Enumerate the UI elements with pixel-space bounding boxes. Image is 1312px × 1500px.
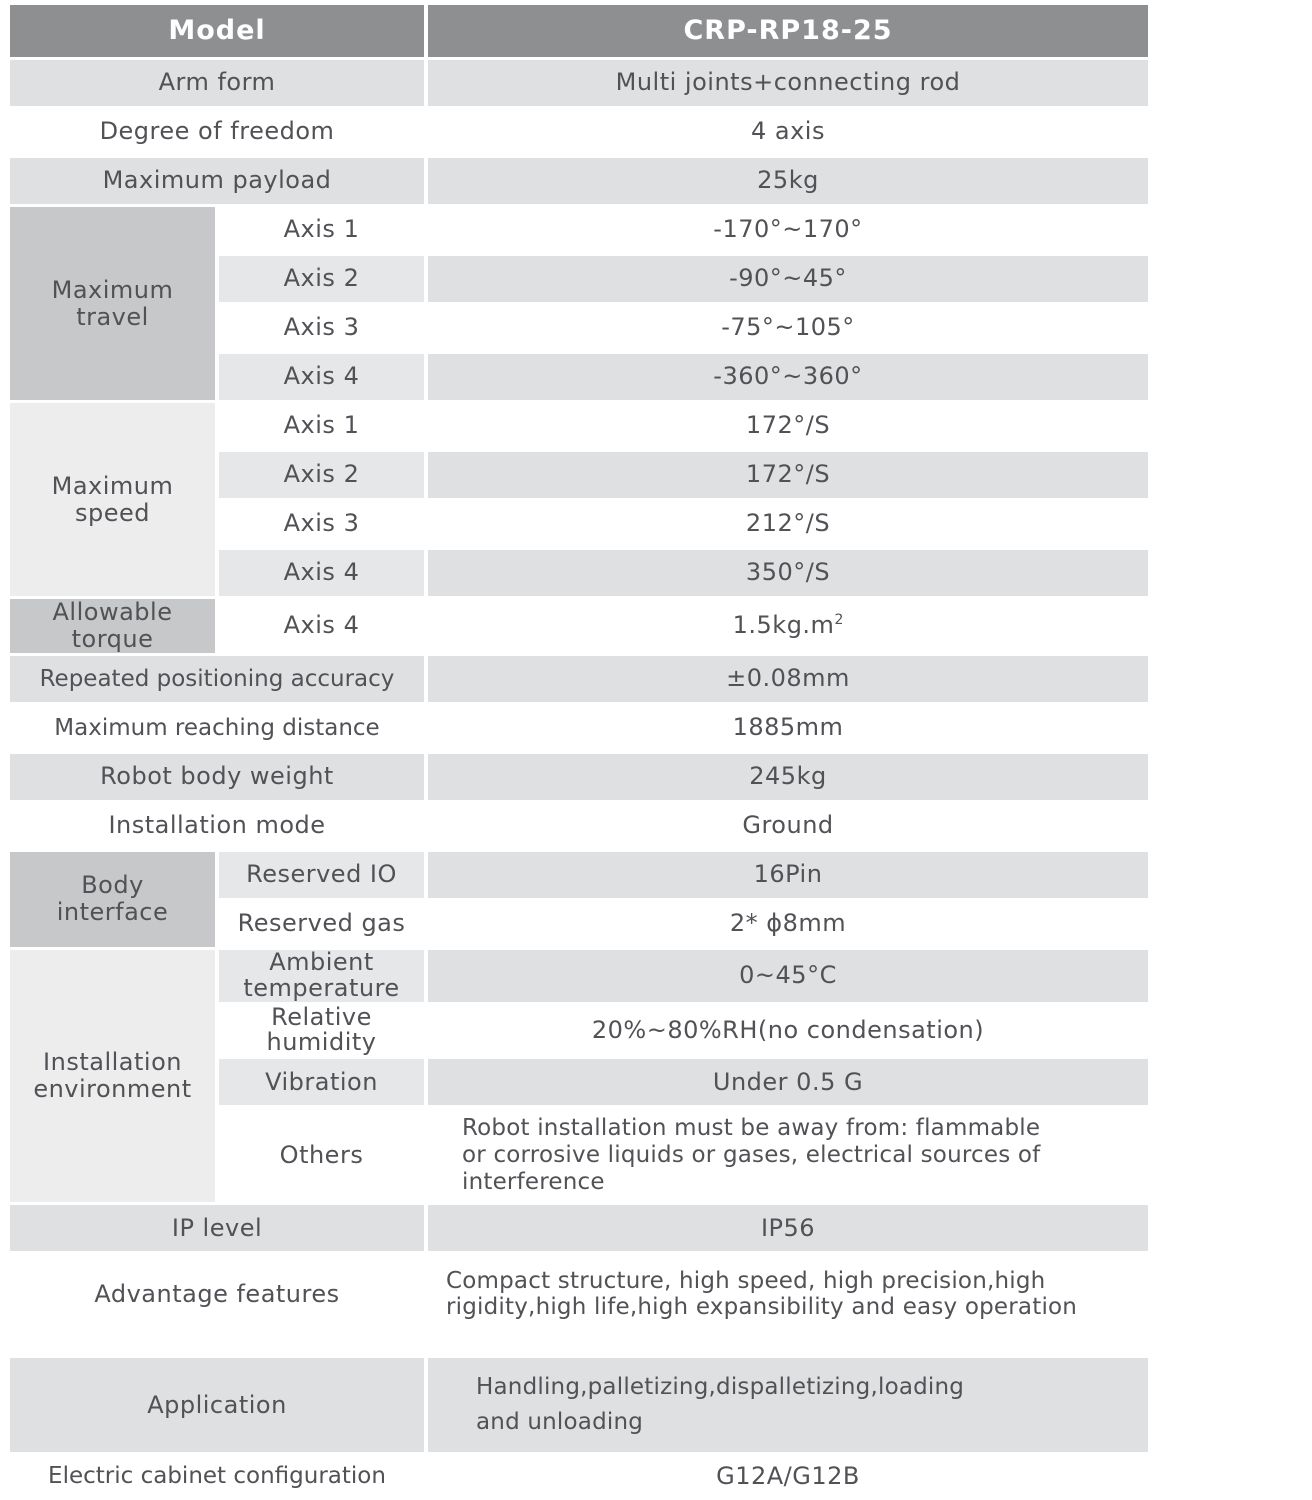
maximum-reaching-distance-value: 1885mm [732, 712, 844, 741]
body-interface-group-cell [10, 852, 215, 947]
travel-axis3-sublabel: Axis 3 [283, 313, 360, 342]
maximum-payload-value-cell [428, 158, 1148, 204]
speed-axis2-sublabel: Axis 2 [283, 460, 360, 489]
maximum-speed-group-label: Maximum speed [51, 471, 174, 527]
vibration-value: Under 0.5 G [712, 1067, 864, 1096]
maximum-payload-label-cell [10, 158, 424, 204]
maximum-payload-value: 25kg [757, 166, 819, 195]
reserved-io-value-cell [428, 852, 1148, 898]
table-row-model [10, 5, 1148, 57]
arm-form-label-cell [10, 60, 424, 106]
allowable-torque-value-superscript: 2 [834, 612, 844, 629]
ip-level-value: IP56 [760, 1213, 816, 1242]
speed-axis1-sublabel-cell [219, 403, 424, 449]
robot-body-weight-value-cell [428, 754, 1148, 800]
allowable-torque-sublabel-cell [219, 599, 424, 653]
reserved-gas-sublabel-cell [219, 901, 424, 947]
maximum-travel-group-label: Maximum travel [51, 275, 174, 331]
advantage-features-label-cell [10, 1254, 424, 1334]
speed-axis1-sublabel: Axis 1 [283, 411, 360, 440]
travel-axis2-sublabel-cell [219, 256, 424, 302]
electric-cabinet-configuration-value: G12A/G12B [716, 1461, 860, 1490]
allowable-torque-group-label: Allowable torque [52, 598, 173, 653]
table-row-installation-mode [10, 803, 1148, 849]
maximum-speed-group-cell [10, 403, 215, 596]
travel-axis1-sublabel: Axis 1 [283, 215, 360, 244]
ambient-temperature-value-cell [428, 950, 1148, 1002]
speed-axis3-sublabel: Axis 3 [283, 509, 360, 538]
speed-axis1-value-cell [428, 403, 1148, 449]
travel-axis4-value-cell [428, 354, 1148, 400]
table-row-electric-cabinet-configuration [10, 1455, 1148, 1497]
advantage-features-value: Compact structure, high speed, high precision,high rigidity,high life,high expansibility and easy operation [446, 1267, 1078, 1321]
maximum-reaching-distance-label: Maximum reaching distance [54, 714, 380, 741]
travel-axis2-sublabel: Axis 2 [283, 264, 360, 293]
speed-axis2-sublabel-cell [219, 452, 424, 498]
others-value: Robot installation must be away from: flammable or corrosive liquids or gases, electrical sources of interference [462, 1115, 1041, 1195]
robot-body-weight-label-cell [10, 754, 424, 800]
speed-axis4-sublabel-cell [219, 550, 424, 596]
relative-humidity-value-cell [428, 1005, 1148, 1057]
spec-table [6, 2, 1152, 1500]
speed-axis2-value: 172°/S [745, 460, 831, 489]
speed-axis4-value-cell [428, 550, 1148, 596]
robot-body-weight-value: 245kg [749, 761, 827, 790]
degree-of-freedom-label-cell [10, 109, 424, 155]
table-row-arm-form [10, 60, 1148, 106]
model-value: CRP-RP18-25 [683, 15, 893, 47]
reserved-gas-value-cell [428, 901, 1148, 947]
repeated-positioning-accuracy-value: ±0.08mm [726, 663, 850, 692]
degree-of-freedom-value-cell [428, 109, 1148, 155]
repeated-positioning-accuracy-label-cell [10, 656, 424, 702]
travel-axis4-sublabel: Axis 4 [283, 362, 360, 391]
speed-axis3-sublabel-cell [219, 501, 424, 547]
installation-mode-value-cell [428, 803, 1148, 849]
travel-axis3-sublabel-cell [219, 305, 424, 351]
travel-axis1-value: -170°~170° [713, 215, 863, 244]
advantage-features-label: Advantage features [94, 1279, 340, 1308]
reserved-io-value: 16Pin [753, 859, 823, 888]
reserved-io-sublabel-cell [219, 852, 424, 898]
allowable-torque-value: 1.5kg.m [732, 611, 835, 640]
arm-form-value-cell [428, 60, 1148, 106]
electric-cabinet-configuration-label-cell [10, 1455, 424, 1497]
maximum-payload-label: Maximum payload [102, 166, 332, 195]
ambient-temperature-value: 0~45°C [739, 960, 837, 989]
spacer-cell [10, 1337, 1148, 1355]
table-row-application [10, 1358, 1148, 1452]
relative-humidity-sublabel: Relative humidity [266, 1002, 377, 1057]
travel-axis3-value: -75°~105° [721, 313, 855, 342]
allowable-torque-group-cell [10, 599, 215, 653]
reserved-io-sublabel: Reserved IO [246, 859, 397, 888]
speed-axis3-value: 212°/S [745, 509, 831, 538]
arm-form-value: Multi joints+connecting rod [615, 68, 961, 97]
travel-axis3-value-cell [428, 305, 1148, 351]
reserved-gas-value: 2* ϕ8mm [729, 908, 847, 937]
speed-axis2-value-cell [428, 452, 1148, 498]
allowable-torque-value-cell [428, 599, 1148, 653]
electric-cabinet-configuration-value-cell [428, 1455, 1148, 1497]
table-row-ambient-temperature [10, 950, 1148, 1002]
degree-of-freedom-value: 4 axis [751, 117, 825, 146]
table-row-speed-axis1 [10, 403, 1148, 449]
travel-axis1-sublabel-cell [219, 207, 424, 253]
others-value-cell [428, 1108, 1148, 1202]
model-label-cell [10, 5, 424, 57]
travel-axis2-value: -90°~45° [729, 264, 847, 293]
installation-environment-group-label: Installation environment [33, 1048, 192, 1104]
model-value-cell [428, 5, 1148, 57]
application-label-cell [10, 1358, 424, 1452]
application-value-cell [428, 1358, 1148, 1452]
maximum-reaching-distance-label-cell [10, 705, 424, 751]
installation-mode-value: Ground [742, 810, 834, 839]
relative-humidity-value: 20%~80%RH(no condensation) [591, 1015, 985, 1044]
ip-level-label: IP level [171, 1213, 263, 1242]
travel-axis2-value-cell [428, 256, 1148, 302]
installation-mode-label: Installation mode [108, 810, 326, 839]
travel-axis4-value: -360°~360° [713, 362, 863, 391]
electric-cabinet-configuration-label: Electric cabinet configuration [48, 1463, 386, 1490]
allowable-torque-sublabel: Axis 4 [283, 611, 360, 640]
table-row-repeated-positioning-accuracy [10, 656, 1148, 702]
robot-body-weight-label: Robot body weight [100, 761, 334, 790]
maximum-reaching-distance-value-cell [428, 705, 1148, 751]
table-row-travel-axis1 [10, 207, 1148, 253]
table-row-allowable-torque [10, 599, 1148, 653]
others-sublabel-cell [219, 1108, 424, 1202]
others-sublabel: Others [279, 1140, 364, 1169]
maximum-travel-group-cell [10, 207, 215, 400]
speed-axis3-value-cell [428, 501, 1148, 547]
speed-axis4-value: 350°/S [745, 558, 831, 587]
vibration-sublabel: Vibration [265, 1067, 378, 1096]
table-row-ip-level [10, 1205, 1148, 1251]
ambient-temperature-sublabel-cell [219, 947, 424, 1002]
table-row-maximum-payload [10, 158, 1148, 204]
repeated-positioning-accuracy-value-cell [428, 656, 1148, 702]
table-row-robot-body-weight [10, 754, 1148, 800]
relative-humidity-sublabel-cell [219, 1002, 424, 1057]
travel-axis1-value-cell [428, 207, 1148, 253]
arm-form-label: Arm form [158, 68, 276, 97]
installation-mode-label-cell [10, 803, 424, 849]
ambient-temperature-sublabel: Ambient temperature [243, 947, 400, 1002]
vibration-value-cell [428, 1059, 1148, 1105]
speed-axis4-sublabel: Axis 4 [283, 558, 360, 587]
body-interface-group-label: Body interface [56, 871, 169, 927]
speed-axis1-value: 172°/S [745, 411, 831, 440]
application-label: Application [147, 1390, 287, 1419]
ip-level-label-cell [10, 1205, 424, 1251]
table-row-reserved-io [10, 852, 1148, 898]
application-value: Handling,palletizing,dispalletizing,loading and unloading [476, 1373, 965, 1436]
repeated-positioning-accuracy-label: Repeated positioning accuracy [39, 665, 395, 692]
model-label: Model [168, 15, 266, 47]
table-row-maximum-reaching-distance [10, 705, 1148, 751]
table-row-degree-of-freedom [10, 109, 1148, 155]
vibration-sublabel-cell [219, 1059, 424, 1105]
installation-environment-group-cell [10, 950, 215, 1203]
travel-axis4-sublabel-cell [219, 354, 424, 400]
table-row-spacer [10, 1337, 1148, 1355]
advantage-features-value-cell [428, 1254, 1148, 1334]
ip-level-value-cell [428, 1205, 1148, 1251]
table-row-advantage-features [10, 1254, 1148, 1334]
reserved-gas-sublabel: Reserved gas [237, 908, 406, 937]
degree-of-freedom-label: Degree of freedom [99, 117, 335, 146]
